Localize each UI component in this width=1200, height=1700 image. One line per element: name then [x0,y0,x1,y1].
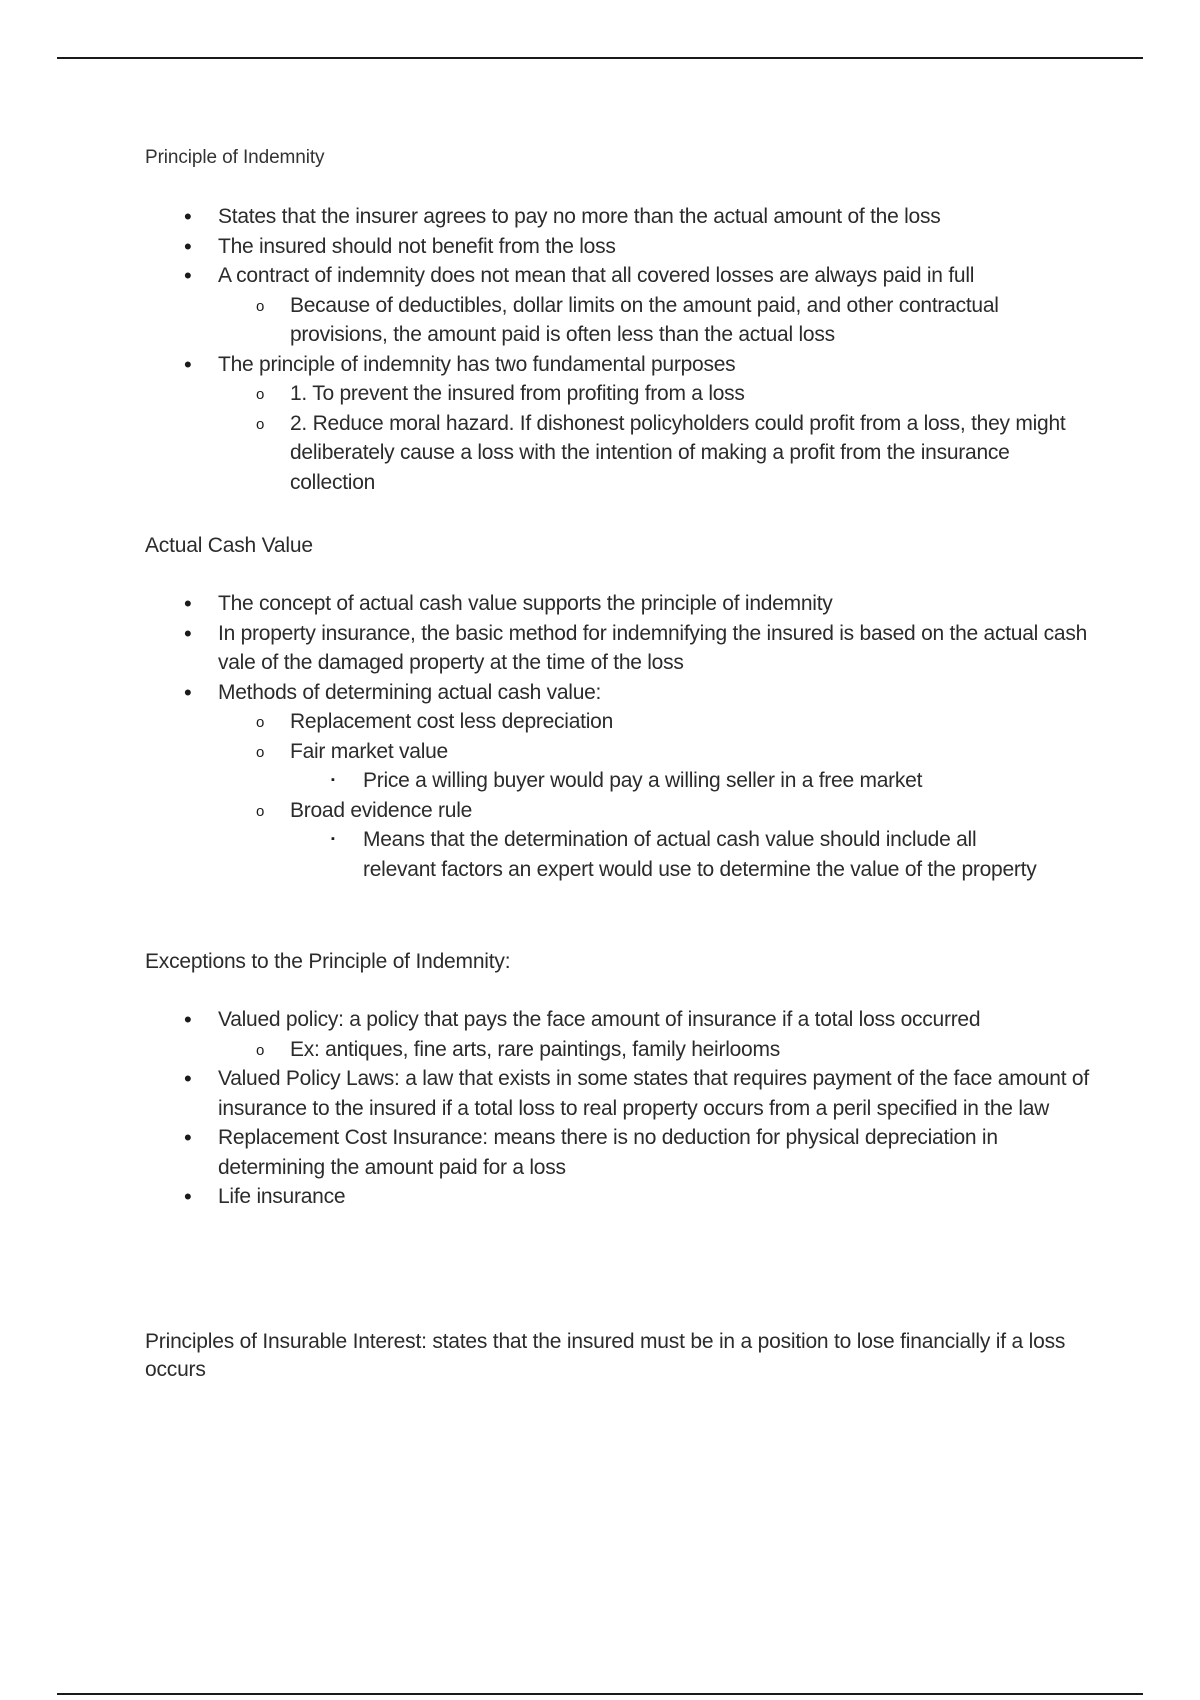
section-title-actual-cash-value: Actual Cash Value [145,534,313,557]
list-item: • The principle of indemnity has two fundamental purposes [218,350,1098,380]
indemnity-list [0,202,1098,497]
bullet-icon: • [184,351,192,377]
bullet-icon: • [184,233,192,259]
circle-bullet-icon: o [256,802,265,820]
bullet-icon: • [184,1007,192,1032]
list-item: • Valued Policy Laws: a law that exists in some states that requires payment of the face amount of insurance to the insured if a total loss to real property occurs from a peril specified in the law [184,1066,1089,1120]
square-bullet-icon: ▪ [331,774,335,786]
bullet-icon: • [184,1066,192,1091]
list-item: o Because of deductibles, dollar limits on the amount paid, and other contractual provisions, the amount paid is often less than the actual loss [256,293,999,346]
list-item: ▪ Means that the determination of actual cash value should include all relevant factors an expert would use to determine the value of the property [363,825,1053,884]
section-title-exceptions: Exceptions to the Principle of Indemnity: [145,950,511,973]
bullet-icon: • [184,620,192,646]
list-item: o Replacement cost less depreciation [290,707,1080,737]
square-bullet-icon: ▪ [331,833,335,845]
circle-bullet-icon: o [256,743,265,761]
section-title-indemnity: Principle of Indemnity [145,147,325,168]
list-item: • The insured should not benefit from the loss [218,232,1098,262]
circle-bullet-icon: o [256,297,265,315]
bullet-icon: • [184,263,192,288]
list-item: o 1. To prevent the insured from profiting from a loss [290,379,1080,409]
list-item: • Valued policy: a policy that pays the face amount of insurance if a total loss occurred [218,1005,1098,1035]
bullet-icon: • [184,1184,192,1209]
bullet-icon: • [184,204,192,229]
exceptions-list [0,1005,1098,1212]
list-item: o 2. Reduce moral hazard. If dishonest policyholders could profit from a loss, they might deliberately cause a loss with the intention of making a profit from the insurance collection [256,411,1066,494]
insurable-interest-paragraph: Principles of Insurable Interest: states that the insured must be in a position to lose financially if a loss occurs [145,1330,1066,1381]
list-item: • Methods of determining actual cash value: [218,678,1098,708]
circle-bullet-icon: o [256,1041,265,1059]
list-item: • The concept of actual cash value supports the principle of indemnity [218,589,1098,619]
bullet-icon: • [184,591,192,616]
list-item: • States that the insurer agrees to pay no more than the actual amount of the loss [218,202,1098,232]
bullet-icon: • [184,1125,192,1150]
list-item: • In property insurance, the basic method for indemnifying the insured is based on the actual cash vale of the damaged property at the time of the loss [184,620,1088,674]
acv-list [0,589,1098,884]
list-item: o Ex: antiques, fine arts, rare paintings, family heirlooms [290,1035,1080,1065]
circle-bullet-icon: o [256,386,265,403]
circle-bullet-icon: o [256,714,265,731]
list-item: • Replacement Cost Insurance: means there is no deduction for physical depreciation in determining the amount paid for a loss [184,1125,998,1179]
list-item: • A contract of indemnity does not mean that all covered losses are always paid in full [218,261,1098,291]
bottom-rule [57,1693,1143,1695]
circle-bullet-icon: o [256,415,265,433]
bullet-icon: • [184,679,192,705]
list-item: • Life insurance [218,1182,1098,1212]
list-item: ▪ Price a willing buyer would pay a willing seller in a free market [363,766,1053,796]
list-item: o Broad evidence rule [290,796,1080,826]
list-item: o Fair market value [290,737,1080,767]
